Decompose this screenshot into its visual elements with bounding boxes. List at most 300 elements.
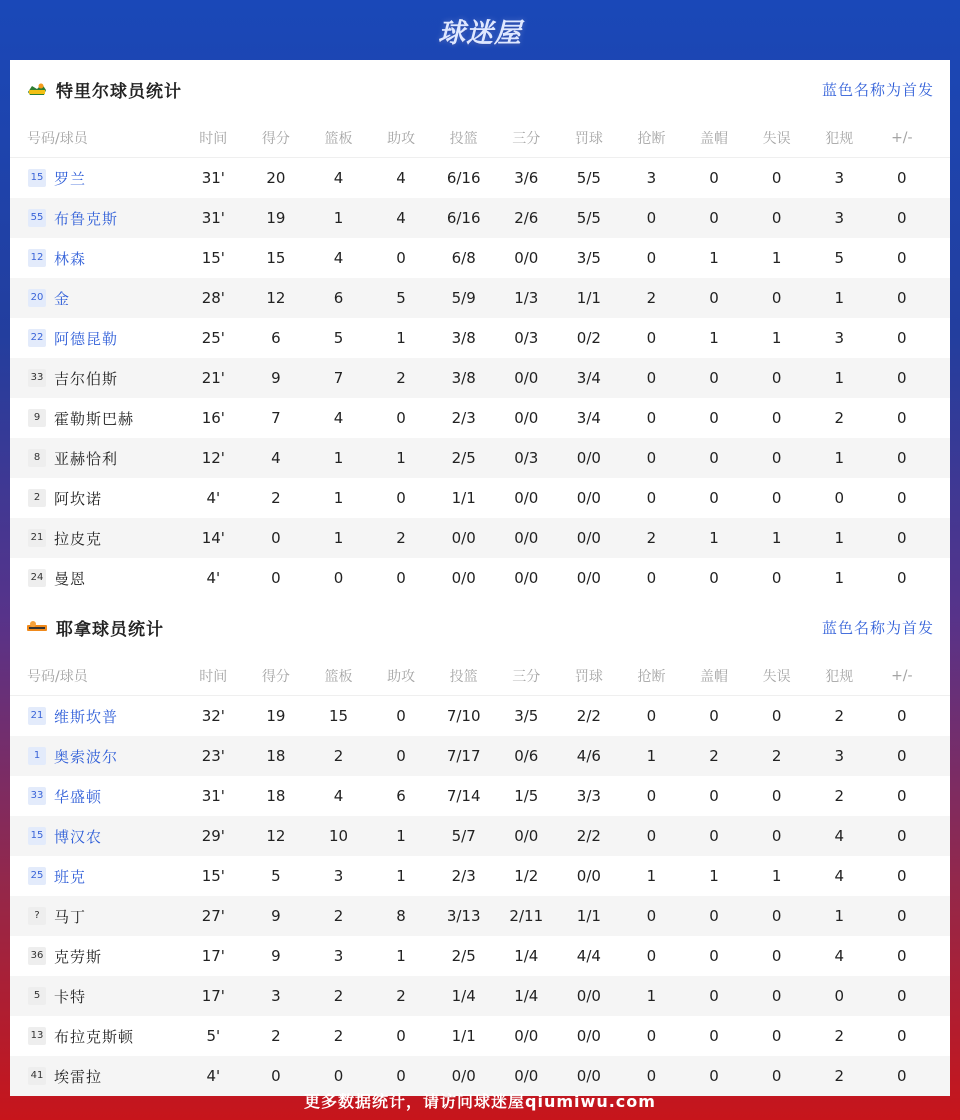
- column-header: 失误: [762, 668, 791, 685]
- stat-cell: 18: [266, 787, 286, 805]
- stat-cell: 0: [396, 1067, 406, 1085]
- stat-cell: 7/17: [446, 747, 481, 765]
- table-row[interactable]: [10, 776, 950, 816]
- column-header: 盖帽: [700, 668, 729, 685]
- stat-cell: 27': [201, 907, 225, 925]
- stat-cell: 12: [266, 827, 286, 845]
- stat-cell: 3: [834, 209, 844, 227]
- stat-cell: 0: [271, 569, 281, 587]
- brand-logo: 球迷屋: [438, 17, 522, 49]
- stat-cell: 3/8: [451, 369, 476, 387]
- stat-cell: 0/0: [514, 1067, 539, 1085]
- table-row[interactable]: [10, 198, 950, 238]
- player-cell: [10, 328, 182, 349]
- column-header: 罚球: [574, 130, 603, 147]
- table-row[interactable]: [10, 478, 950, 518]
- stat-cell: 7/10: [446, 707, 481, 725]
- stat-cell: 15: [266, 249, 286, 267]
- stat-cell: 1: [333, 449, 344, 467]
- jersey-number-badge: 15: [28, 169, 46, 187]
- stat-cell: 0: [771, 827, 782, 845]
- column-header: 盖帽: [700, 130, 729, 147]
- stat-cell: 12': [201, 449, 225, 467]
- stat-cell: 1: [834, 289, 844, 307]
- stat-cell: 2/11: [509, 907, 544, 925]
- player-name: 吉尔伯斯: [54, 369, 119, 388]
- stat-cell: 0: [897, 289, 907, 307]
- footer-text[interactable]: 更多数据统计，请访问球迷屋qiumiwu.com: [304, 1091, 656, 1111]
- stat-cell: 0: [771, 987, 782, 1005]
- stat-cell: 1: [709, 529, 719, 547]
- stat-cell: 2: [396, 369, 406, 387]
- stat-cell: 0/0: [576, 1027, 601, 1045]
- team-title: [26, 615, 164, 640]
- team-name: 特里尔球员统计: [56, 81, 182, 102]
- player-cell: [10, 786, 182, 807]
- stat-cell: 3/4: [576, 409, 601, 427]
- stat-cell: 0: [897, 907, 907, 925]
- stat-cell: 32': [201, 707, 225, 725]
- section-header: [10, 60, 950, 118]
- stat-cell: 31': [201, 169, 225, 187]
- stat-cell: 2: [333, 747, 344, 765]
- column-header: 得分: [261, 130, 290, 147]
- jersey-number-badge: 41: [28, 1067, 46, 1085]
- stat-cell: 0/0: [514, 529, 539, 547]
- stat-cell: 0: [771, 907, 782, 925]
- stat-cell: 0: [709, 1067, 719, 1085]
- stat-cell: 0: [897, 707, 907, 725]
- stat-cell: 4: [333, 249, 344, 267]
- stat-cell: 3/5: [514, 707, 539, 725]
- stat-cell: 5/9: [451, 289, 476, 307]
- jersey-number-badge: ?: [28, 907, 46, 925]
- stat-cell: 3/4: [576, 369, 601, 387]
- stat-cell: 15: [328, 707, 349, 725]
- stat-cell: 5/5: [576, 209, 601, 227]
- stat-cell: 3/8: [451, 329, 476, 347]
- stat-cell: 0/0: [514, 489, 539, 507]
- stat-cell: 0/0: [514, 249, 539, 267]
- stat-cell: 0: [396, 707, 406, 725]
- stat-cell: 2/2: [576, 707, 601, 725]
- jersey-number-badge: 5: [28, 987, 46, 1005]
- stat-cell: 0: [897, 827, 907, 845]
- stat-cell: 0: [709, 369, 719, 387]
- trier-team-logo: [26, 80, 48, 98]
- stat-cell: 0: [646, 1027, 657, 1045]
- stat-cell: 25': [201, 329, 225, 347]
- stat-cell: 0/0: [451, 529, 476, 547]
- stat-cell: 1: [771, 867, 782, 885]
- stat-cell: 0/0: [576, 569, 601, 587]
- stat-cell: 2: [333, 907, 344, 925]
- stat-cell: 1: [709, 249, 719, 267]
- player-name[interactable]: 华盛顿: [54, 787, 103, 806]
- column-header: 三分: [512, 130, 541, 147]
- stat-cell: 0: [897, 1067, 907, 1085]
- stat-cell: 0: [396, 489, 406, 507]
- column-header: 投篮: [449, 130, 478, 147]
- jersey-number-badge: 21: [28, 707, 46, 725]
- player-cell: [10, 528, 182, 549]
- player-cell: [10, 746, 182, 767]
- table-row[interactable]: [10, 936, 950, 976]
- player-cell: [10, 368, 182, 389]
- stat-cell: 23': [201, 747, 225, 765]
- stat-cell: 0: [709, 827, 719, 845]
- stat-cell: 0: [897, 867, 907, 885]
- stat-cell: 0: [709, 987, 719, 1005]
- table-row[interactable]: [10, 518, 950, 558]
- player-name[interactable]: 博汉农: [54, 827, 103, 846]
- player-name: 马丁: [54, 907, 87, 926]
- stat-cell: 1: [709, 329, 719, 347]
- stat-cell: 0: [771, 787, 782, 805]
- stat-cell: 0: [646, 907, 657, 925]
- stat-cell: 3/3: [576, 787, 601, 805]
- team-name: 耶拿球员统计: [56, 619, 164, 640]
- stat-cell: 0: [834, 489, 844, 507]
- stat-cell: 1: [333, 489, 344, 507]
- jersey-number-badge: 25: [28, 867, 46, 885]
- stat-cell: 0: [897, 409, 907, 427]
- stat-cell: 1: [333, 529, 344, 547]
- stat-cell: 0/0: [576, 449, 601, 467]
- stat-cell: 0/0: [514, 569, 539, 587]
- column-header: 号码/球员: [27, 668, 88, 685]
- stat-cell: 1: [834, 369, 844, 387]
- jersey-number-badge: 12: [28, 249, 46, 267]
- column-header: 时间: [199, 668, 228, 685]
- player-name[interactable]: 班克: [54, 867, 87, 886]
- stat-cell: 1: [646, 747, 657, 765]
- player-name: 克劳斯: [54, 947, 103, 966]
- stat-cell: 4: [834, 867, 844, 885]
- stat-cell: 0: [646, 827, 657, 845]
- table-row[interactable]: [10, 558, 950, 598]
- column-header: 三分: [512, 668, 541, 685]
- stat-cell: 0: [771, 209, 782, 227]
- stat-cell: 2: [333, 987, 344, 1005]
- column-header: 投篮: [449, 668, 478, 685]
- stat-cell: 0: [771, 1067, 782, 1085]
- stat-cell: 16': [201, 409, 225, 427]
- jersey-number-badge: 21: [28, 529, 46, 547]
- stat-cell: 0: [709, 289, 719, 307]
- stat-cell: 2: [271, 1027, 281, 1045]
- stat-cell: 1: [396, 947, 406, 965]
- stat-cell: 0: [897, 169, 907, 187]
- column-header: 篮板: [324, 130, 353, 147]
- stat-cell: 0: [771, 707, 782, 725]
- player-cell: [10, 826, 182, 847]
- player-name[interactable]: 金: [54, 289, 71, 308]
- table-header-row: [10, 656, 950, 696]
- team-section: [10, 60, 950, 598]
- stat-cell: 0: [771, 947, 782, 965]
- player-name[interactable]: 维斯坎普: [54, 707, 119, 726]
- stat-cell: 0: [771, 169, 782, 187]
- player-cell: [10, 866, 182, 887]
- table-row[interactable]: [10, 238, 950, 278]
- stat-cell: 0: [646, 489, 657, 507]
- player-cell: [10, 706, 182, 727]
- table-row[interactable]: [10, 358, 950, 398]
- stat-cell: 1: [396, 827, 406, 845]
- stat-cell: 0: [897, 249, 907, 267]
- stat-cell: 0: [897, 209, 907, 227]
- stat-cell: 0/0: [576, 529, 601, 547]
- jersey-number-badge: 22: [28, 329, 46, 347]
- table-row[interactable]: [10, 896, 950, 936]
- stat-cell: 15': [201, 867, 225, 885]
- top-banner: [0, 0, 960, 60]
- stat-cell: 1/4: [514, 947, 539, 965]
- stat-cell: 1: [834, 569, 844, 587]
- stat-cell: 0: [897, 369, 907, 387]
- stat-cell: 0/0: [514, 1027, 539, 1045]
- stat-cell: 0: [646, 707, 657, 725]
- stat-cell: 3: [333, 947, 344, 965]
- player-name[interactable]: 阿德昆勒: [54, 329, 119, 348]
- player-name: 埃雷拉: [54, 1067, 103, 1086]
- column-header: 抢断: [637, 130, 666, 147]
- bottom-banner: [0, 1080, 960, 1120]
- stat-cell: 3: [834, 169, 844, 187]
- player-name[interactable]: 奥索波尔: [54, 747, 119, 766]
- stat-cell: 2: [834, 1027, 844, 1045]
- stat-cell: 0/0: [514, 827, 539, 845]
- stat-cell: 8: [396, 907, 406, 925]
- stat-cell: 3: [271, 987, 281, 1005]
- stat-cell: 2/6: [514, 209, 539, 227]
- stat-cell: 0: [709, 907, 719, 925]
- stat-cell: 0: [897, 489, 907, 507]
- player-cell: [10, 906, 182, 927]
- stat-cell: 29': [201, 827, 225, 845]
- stats-card: [10, 60, 950, 1086]
- stat-cell: 10: [328, 827, 349, 845]
- jersey-number-badge: 36: [28, 947, 46, 965]
- stat-cell: 0/0: [514, 409, 539, 427]
- stat-cell: 1: [709, 867, 719, 885]
- stat-cell: 2: [646, 289, 657, 307]
- table-row[interactable]: [10, 398, 950, 438]
- player-name[interactable]: 布鲁克斯: [54, 209, 119, 228]
- player-cell: [10, 986, 182, 1007]
- stat-cell: 1/1: [451, 489, 476, 507]
- stat-cell: 7: [333, 369, 344, 387]
- stat-cell: 0/0: [514, 369, 539, 387]
- stat-cell: 3: [646, 169, 657, 187]
- stat-cell: 0: [709, 1027, 719, 1045]
- jersey-number-badge: 2: [28, 489, 46, 507]
- stat-cell: 1/2: [514, 867, 539, 885]
- stat-cell: 2/3: [451, 409, 476, 427]
- stat-cell: 0: [271, 1067, 281, 1085]
- stat-cell: 4': [206, 489, 221, 507]
- table-row[interactable]: [10, 1016, 950, 1056]
- stat-cell: 0/0: [576, 1067, 601, 1085]
- column-header: 犯规: [825, 668, 854, 685]
- stat-cell: 2: [834, 787, 844, 805]
- stat-cell: 4: [396, 169, 406, 187]
- stat-cell: 0: [709, 569, 719, 587]
- table-row[interactable]: [10, 736, 950, 776]
- stat-cell: 1: [834, 449, 844, 467]
- stat-cell: 2: [771, 747, 782, 765]
- stat-cell: 0: [771, 449, 782, 467]
- stat-cell: 0: [897, 449, 907, 467]
- stat-cell: 6/16: [446, 169, 481, 187]
- stat-cell: 0/3: [514, 329, 539, 347]
- jersey-number-badge: 13: [28, 1027, 46, 1045]
- stat-cell: 9: [271, 369, 281, 387]
- stat-cell: 4': [206, 1067, 221, 1085]
- stat-cell: 0: [646, 947, 657, 965]
- stat-cell: 5: [396, 289, 406, 307]
- player-name[interactable]: 林森: [54, 249, 87, 268]
- player-name: 卡特: [54, 987, 87, 1006]
- stat-cell: 4: [271, 449, 281, 467]
- stat-cell: 4: [396, 209, 406, 227]
- stat-cell: 7/14: [446, 787, 481, 805]
- column-header: 抢断: [637, 668, 666, 685]
- stat-cell: 0: [396, 747, 406, 765]
- stat-cell: 6/16: [446, 209, 481, 227]
- stat-cell: 0: [646, 249, 657, 267]
- column-header: 犯规: [825, 130, 854, 147]
- player-name: 曼恩: [54, 569, 87, 588]
- stat-cell: 0/3: [514, 449, 539, 467]
- stat-cell: 0: [897, 747, 907, 765]
- stat-cell: 2: [396, 987, 406, 1005]
- stat-cell: 2/5: [451, 449, 476, 467]
- player-cell: [10, 1026, 182, 1047]
- stat-cell: 2/2: [576, 827, 601, 845]
- stat-cell: 0: [646, 369, 657, 387]
- stat-cell: 0/0: [451, 569, 476, 587]
- stat-cell: 5: [271, 867, 281, 885]
- table-row[interactable]: [10, 856, 950, 896]
- jersey-number-badge: 9: [28, 409, 46, 427]
- stat-cell: 1: [646, 867, 657, 885]
- stat-cell: 6: [396, 787, 406, 805]
- table-row[interactable]: [10, 438, 950, 478]
- stat-cell: 1: [333, 209, 344, 227]
- stat-cell: 4/6: [576, 747, 601, 765]
- table-row[interactable]: [10, 696, 950, 736]
- stat-cell: 1: [396, 329, 406, 347]
- stat-cell: 18: [266, 747, 286, 765]
- stat-cell: 3: [333, 867, 344, 885]
- player-name: 亚赫恰利: [54, 449, 119, 468]
- stat-cell: 2: [834, 707, 844, 725]
- jersey-number-badge: 20: [28, 289, 46, 307]
- stat-cell: 21': [201, 369, 225, 387]
- team-sections: [10, 60, 950, 1096]
- stat-cell: 0: [333, 1067, 344, 1085]
- player-name[interactable]: 罗兰: [54, 169, 87, 188]
- stat-cell: 0: [709, 947, 719, 965]
- stat-cell: 2: [709, 747, 719, 765]
- stat-cell: 4: [333, 409, 344, 427]
- jena-team-logo: [26, 618, 48, 636]
- stat-cell: 0: [396, 409, 406, 427]
- jersey-number-badge: 55: [28, 209, 46, 227]
- stat-cell: 0: [771, 369, 782, 387]
- stat-cell: 0/0: [576, 489, 601, 507]
- stat-cell: 1: [834, 907, 844, 925]
- column-header: 助攻: [387, 130, 416, 147]
- stat-cell: 0: [771, 289, 782, 307]
- stat-cell: 0: [897, 787, 907, 805]
- stat-cell: 17': [201, 947, 225, 965]
- stat-cell: 1/3: [514, 289, 539, 307]
- stat-cell: 0: [709, 787, 719, 805]
- stat-cell: 0: [897, 569, 907, 587]
- stat-cell: 2: [834, 409, 844, 427]
- stat-cell: 0: [396, 569, 406, 587]
- stat-cell: 2/3: [451, 867, 476, 885]
- stat-cell: 1: [396, 867, 406, 885]
- stat-cell: 0: [333, 569, 344, 587]
- stat-cell: 5/7: [451, 827, 476, 845]
- column-header: 得分: [261, 668, 290, 685]
- column-header: 时间: [199, 130, 228, 147]
- table-row[interactable]: [10, 158, 950, 198]
- stat-cell: 7: [271, 409, 281, 427]
- stat-cell: 0: [646, 787, 657, 805]
- table-row[interactable]: [10, 318, 950, 358]
- stat-cell: 5/5: [576, 169, 601, 187]
- stat-cell: 0/6: [514, 747, 539, 765]
- stat-cell: 0: [834, 987, 844, 1005]
- section-header: [10, 598, 950, 656]
- stat-cell: 5: [333, 329, 344, 347]
- stat-cell: 4/4: [576, 947, 601, 965]
- stat-cell: 0: [709, 209, 719, 227]
- column-header: 助攻: [387, 668, 416, 685]
- player-cell: [10, 488, 182, 509]
- player-cell: [10, 208, 182, 229]
- player-cell: [10, 408, 182, 429]
- stat-cell: 0: [271, 529, 281, 547]
- stat-cell: 1: [834, 529, 844, 547]
- stat-cell: 3: [834, 329, 844, 347]
- table-row[interactable]: [10, 816, 950, 856]
- stat-cell: 0: [646, 209, 657, 227]
- stat-cell: 1: [396, 449, 406, 467]
- table-row[interactable]: [10, 976, 950, 1016]
- stat-cell: 12: [266, 289, 286, 307]
- jersey-number-badge: 8: [28, 449, 46, 467]
- table-row[interactable]: [10, 278, 950, 318]
- table-header-row: [10, 118, 950, 158]
- stat-cell: 17': [201, 987, 225, 1005]
- column-header: 号码/球员: [27, 130, 88, 147]
- stat-cell: 15': [201, 249, 225, 267]
- jersey-number-badge: 33: [28, 369, 46, 387]
- player-cell: [10, 248, 182, 269]
- column-header: 篮板: [324, 668, 353, 685]
- player-name: 阿坎诺: [54, 489, 103, 508]
- stat-cell: 0: [771, 569, 782, 587]
- stat-cell: 0: [396, 249, 406, 267]
- stat-cell: 0: [897, 529, 907, 547]
- stat-cell: 4: [333, 169, 344, 187]
